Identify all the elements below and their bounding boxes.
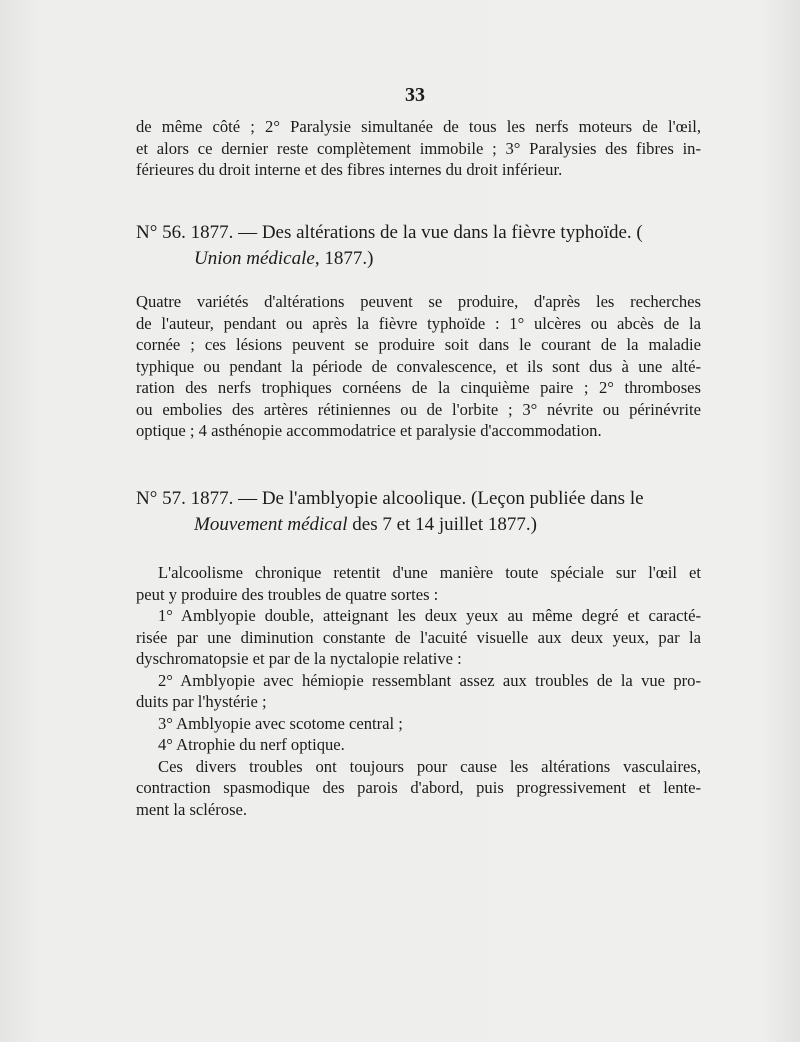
- intro-paragraph: [136, 116, 701, 181]
- text-line: 4° Atrophie du nerf optique.: [158, 735, 345, 754]
- entry-heading-56: [136, 220, 701, 272]
- entry-year: 1877.: [190, 222, 234, 243]
- text-line: ration des nerfs trophiques cornéens de la cinquième paire ; 2° thromboses: [136, 378, 701, 397]
- text-line: L'alcoolisme chronique retentit d'une manière toute spéciale sur l'œil et: [158, 563, 701, 582]
- entry-date: , 1877.): [314, 248, 374, 269]
- text-line: de l'auteur, pendant ou après la fièvre typhoïde : 1° ulcères ou abcès de la: [136, 313, 701, 333]
- text-line: cornée ; ces lésions peuvent se produire soit dans le courant de la maladie: [136, 335, 701, 354]
- text-line: ou embolies des artères rétiniennes ou de l'orbite ; 3° névrite ou périnévrite: [136, 399, 701, 419]
- text-line: contraction spasmodique des parois d'abord, puis progressivement et lente-: [136, 778, 701, 797]
- entry-number: N° 56.: [136, 222, 186, 243]
- text-line: et alors ce dernier reste complètement immobile ; 3° Paralysies des fibres in-: [136, 138, 701, 158]
- text-line: férieures du droit interne et des fibres internes du droit inférieur.: [136, 160, 563, 179]
- entry-56-paragraph: [136, 291, 701, 442]
- entry-journal: Mouvement médical: [194, 514, 348, 535]
- entry-year: 1877.: [190, 488, 234, 509]
- text-line: risée par une diminution constante de l'acuité visuelle aux deux yeux, par la: [136, 627, 701, 647]
- entry-number: N° 57.: [136, 488, 186, 509]
- entry-heading-57: [136, 486, 701, 538]
- text-line: dyschromatopsie et par de la nyctalopie relative :: [136, 649, 462, 668]
- text-line: optique ; 4 asthénopie accommodatrice et paralysie d'accommodation.: [136, 421, 602, 440]
- text-line: duits par l'hystérie ;: [136, 692, 267, 711]
- entry-date: des 7 et 14 juillet 1877.): [347, 514, 537, 535]
- entry-title: — De l'amblyopie alcoolique. (Leçon publiée dans le: [238, 488, 644, 509]
- page-number: 33: [405, 84, 425, 106]
- text-line: 2° Amblyopie avec hémiopie ressemblant assez aux troubles de la vue pro-: [158, 670, 701, 690]
- text-line: 3° Amblyopie avec scotome central ;: [158, 713, 403, 733]
- entry-57-paragraph: [136, 562, 701, 820]
- text-line: 1° Amblyopie double, atteignant les deux yeux au même degré et caracté-: [158, 606, 701, 625]
- text-line: typhique ou pendant la période de convalescence, et ils sont dus à une alté-: [136, 356, 701, 376]
- text-line: Quatre variétés d'altérations peuvent se produire, d'après les recherches: [136, 292, 701, 311]
- text-line: de même côté ; 2° Paralysie simultanée de tous les nerfs moteurs de l'œil,: [136, 117, 701, 136]
- entry-journal: Union médicale: [194, 248, 315, 269]
- entry-title: — Des altérations de la vue dans la fièvre typhoïde. (: [238, 222, 643, 243]
- text-line: Ces divers troubles ont toujours pour cause les altérations vasculaires,: [158, 756, 701, 776]
- text-line: ment la sclérose.: [136, 799, 248, 819]
- text-line: peut y produire des troubles de quatre sortes :: [136, 584, 439, 604]
